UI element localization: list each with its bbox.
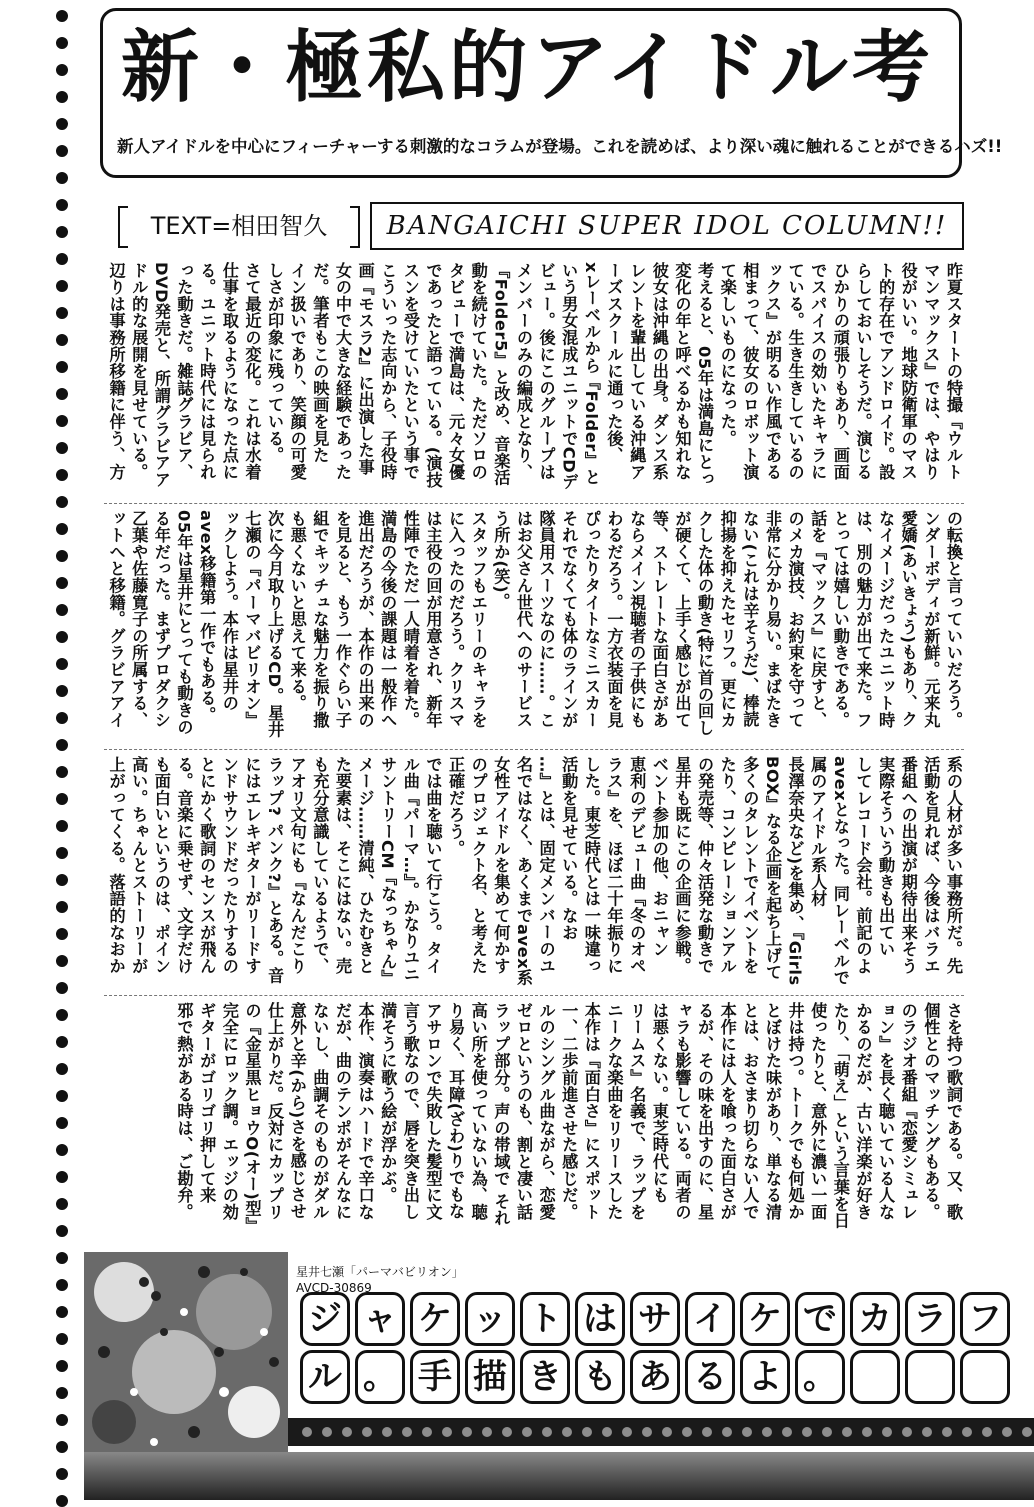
body-text-column: クした体の動き(特に首の回し — [695, 510, 715, 737]
body-text-column: 画『モスラ2』に出演した事 — [355, 262, 375, 476]
bar-dot — [802, 1427, 812, 1437]
binder-hole — [56, 1225, 68, 1237]
body-text-column: 系の人材が多い事務所だ。先 — [944, 756, 963, 975]
body-text-column: 正確だろう。 — [446, 756, 466, 857]
body-text-column: 満島の今後の課題は一般作へ — [378, 510, 398, 729]
body-text-column: ャラも影響している。両者の — [672, 1002, 692, 1221]
body-text-column: らしておいしそうだ。演じる — [853, 262, 873, 481]
banner-tile — [850, 1350, 900, 1404]
body-text-column: スタッフもエリーのキャラを — [468, 510, 488, 729]
body-text-column: リームス』名義で、ラップを — [627, 1002, 647, 1221]
binder-hole — [56, 1090, 68, 1102]
bar-dot — [1002, 1427, 1012, 1437]
binder-hole — [56, 388, 68, 400]
binder-hole — [56, 1171, 68, 1183]
body-text-column: て楽しいものになった。 — [717, 262, 737, 447]
body-text-column: だ。筆者もこの映画を見た — [310, 262, 330, 464]
bar-dot — [1022, 1427, 1032, 1437]
body-text-column: とぼけた味があり、単なる清 — [762, 1002, 782, 1221]
body-text-column: 相まって、彼女のロボット演 — [740, 262, 760, 481]
body-text-column: ンドサウンドだったりするの — [219, 756, 239, 975]
body-text-column: 抑揚を抑えたセリフ。更にカ — [717, 510, 737, 729]
bar-dot — [862, 1427, 872, 1437]
bar-dot — [482, 1427, 492, 1437]
body-text-column: 完全にロック調。エッジの効 — [219, 1002, 239, 1221]
binder-hole — [56, 91, 68, 103]
bar-dot — [782, 1427, 792, 1437]
body-text-column: 一、二歩前進させた感じだ。 — [559, 1002, 579, 1221]
body-text-column: ないし、曲調そのものがダル — [310, 1002, 330, 1221]
body-text-column: マンマックス』では、やはり — [921, 262, 941, 481]
body-text-column: は悪くない。東芝時代にも — [649, 1002, 669, 1204]
body-text-column: 仕事を取るようになった点に — [219, 262, 239, 481]
binder-hole — [56, 874, 68, 886]
body-text-column: 活動を見せている。なお — [559, 756, 579, 941]
bar-dot — [322, 1427, 332, 1437]
body-text-column: かるのだが、古い洋楽が好き — [853, 1002, 873, 1221]
body-text-column: ゼロというのも、割と凄い話 — [514, 1002, 533, 1221]
binder-hole — [56, 145, 68, 157]
body-text-column: スンを受けていたという事で — [400, 262, 420, 481]
body-text-column: 上がってくる。落語的なおか — [106, 756, 126, 975]
banner-tile: カ — [850, 1292, 900, 1346]
body-text-column: 本作には人を喰った面白さが — [717, 1002, 737, 1221]
body-text-column: 属のアイドル系人材 — [808, 756, 828, 908]
banner-tile: 手 — [410, 1350, 460, 1404]
body-text-column: アオリ文句にも『なんだこり — [287, 756, 307, 975]
body-text-column: の転換と言っていいだろう。 — [944, 510, 963, 729]
body-text-column: ギターがゴリゴリ押して来 — [197, 1002, 217, 1204]
body-text-column: 05年は星井にとっても動きの — [174, 510, 194, 736]
binder-hole — [56, 1495, 68, 1507]
banner-tile: よ — [740, 1350, 790, 1404]
body-text-column: …』とは、固定メンバーのユ — [536, 756, 556, 975]
body-text-column: でスパイスの効いたキャラに — [808, 262, 828, 481]
banner-tile: 描 — [465, 1350, 515, 1404]
banner-tile: で — [795, 1292, 845, 1346]
binder-hole — [56, 1468, 68, 1480]
body-text-column: ビュー。後にこのグループは — [536, 262, 556, 481]
binder-hole — [56, 1414, 68, 1426]
banner-tile: ッ — [465, 1292, 515, 1346]
body-text-column: 活動を見れば、今後はバラエ — [921, 756, 941, 975]
body-text-column: avexとなった。同レーベルで — [830, 756, 850, 987]
binder-hole — [56, 658, 68, 670]
binder-hole — [56, 604, 68, 616]
binder-hole — [56, 1279, 68, 1291]
body-text-column: さを持つ歌詞である。又、歌 — [944, 1002, 963, 1221]
body-text-column: 多くのタレントでイベントを — [740, 756, 760, 975]
binder-hole — [56, 523, 68, 535]
binder-hole — [56, 631, 68, 643]
binder-hole — [56, 793, 68, 805]
body-text-column: xレーベルから『Folder』と — [581, 262, 601, 486]
body-text-column: も悪くないと思えて来る。 — [287, 510, 307, 712]
body-text-column: 話を『マックス』に戻すと、 — [808, 510, 828, 729]
binder-hole — [56, 901, 68, 913]
body-text-column: を見ると、もう一作ぐらい子 — [332, 510, 352, 729]
body-text-column: ットへと移籍。グラビアアイ — [106, 510, 126, 729]
binder-hole — [56, 982, 68, 994]
body-text-column: アサロンで失敗した髪型に文 — [423, 1002, 443, 1221]
body-text-column: 組でキッチュな魅力を振り撒 — [310, 510, 330, 729]
body-text-column: ル曲『パーマ…』。かなりユニ — [400, 756, 420, 984]
bar-dot — [722, 1427, 732, 1437]
body-text-column: 本作、演奏はハードで辛口な — [355, 1002, 375, 1221]
bar-dot — [402, 1427, 412, 1437]
body-text-column: 等、ストレートな面白さがあ — [649, 510, 669, 729]
body-text-column: ベント参加の他、おニャン — [649, 756, 669, 958]
body-text-column: 長澤奈央など)を集め、『Girls — [785, 756, 805, 986]
banner-tile: ジ — [300, 1292, 350, 1346]
banner-tile — [960, 1350, 1010, 1404]
banner-tile: ケ — [410, 1292, 460, 1346]
body-text-column: 言う歌なので、唇を突き出し — [400, 1002, 420, 1221]
body-text-column: わるだろう。一方衣装面を見 — [604, 510, 624, 729]
body-text-column: 七瀬の『パーマバビリオン』 — [242, 510, 262, 729]
body-text-column: ニークな楽曲をリリースした — [604, 1002, 624, 1221]
body-text-column: の発売等、仲々活発な動きで — [695, 756, 715, 975]
binder-hole — [56, 1306, 68, 1318]
binder-hole — [56, 442, 68, 454]
bar-dot — [522, 1427, 532, 1437]
body-text-column: 女性アイドルを集めて何かす — [491, 756, 511, 975]
body-text-column: ンダーボディが新鮮。元来丸 — [921, 510, 941, 729]
bar-dot — [502, 1427, 512, 1437]
body-text-column: 次に今月取り上げるCD。星井 — [265, 510, 285, 739]
bottom-band — [84, 1452, 1034, 1500]
body-text-column: ならメイン視聴者の子供にも — [627, 510, 647, 729]
body-text-column: 仕上がりだ。反対にカップリ — [265, 1002, 285, 1221]
binder-hole — [56, 1009, 68, 1021]
body-text-column: 辺りは事務所移籍に伴う、方 — [106, 262, 126, 481]
decorative-dot-bar — [288, 1418, 1034, 1446]
banner-tile: フ — [960, 1292, 1010, 1346]
binder-hole — [56, 1360, 68, 1372]
banner-tile: る — [685, 1350, 735, 1404]
body-text-column: のラジオ番組『恋愛シミュレ — [898, 1002, 918, 1221]
bar-dot — [602, 1427, 612, 1437]
jacket-photo — [84, 1252, 288, 1452]
binder-hole — [56, 226, 68, 238]
binder-hole — [56, 1252, 68, 1264]
caption-catalog-number: AVCD-30869 — [296, 1281, 372, 1295]
banner-tile: ト — [520, 1292, 570, 1346]
body-text-column: る。ユニット時代には見られ — [197, 262, 217, 481]
banner-tile: ル — [300, 1350, 350, 1404]
banner-tile: ケ — [740, 1292, 790, 1346]
body-text-column: 性陣でただ一人晴着を着た。 — [400, 510, 420, 729]
body-text-column: た要素は、そこにはない。売 — [332, 756, 352, 975]
bar-dot — [422, 1427, 432, 1437]
body-text-column: メージ……清純、ひたむきと — [355, 756, 375, 975]
body-text-column: メンバーのみの編成となり、 — [514, 262, 533, 481]
binder-hole — [56, 1441, 68, 1453]
body-text-column: 隊員用スーツなのに……。こ — [536, 510, 556, 729]
bar-dot — [542, 1427, 552, 1437]
bar-dot — [902, 1427, 912, 1437]
body-text-column: 恵利のデビュー曲『冬のオペ — [627, 756, 647, 975]
body-text-column: 彼女は沖縄の出身。ダンス系 — [649, 262, 669, 481]
body-text-column: ーズスクールに通った後、 — [604, 262, 624, 464]
body-text-column: も充分意識しているようで、 — [310, 756, 330, 975]
bar-dot — [942, 1427, 952, 1437]
body-text-column: なイメージだったユニット時 — [876, 510, 896, 729]
body-text-column: こういった志向から、子役時 — [378, 262, 398, 481]
bar-dot — [562, 1427, 572, 1437]
banner-tile: 。 — [355, 1350, 405, 1404]
body-text-column: DVD発売と、所謂グラビアア — [151, 262, 171, 489]
body-text-column: とっては嬉しい動きである。 — [830, 510, 850, 729]
column-name: BANGAICHI SUPER IDOL COLUMN!! — [370, 202, 964, 250]
banner-tile: あ — [630, 1350, 680, 1404]
bar-dot — [662, 1427, 672, 1437]
body-text-column: いう男女混成ユニットでCDデ — [559, 262, 579, 491]
body-text-column: とにかく歌詞のセンスが飛ん — [197, 756, 217, 975]
binder-hole — [56, 118, 68, 130]
body-text-column: った動きだ。雑誌グラビア、 — [174, 262, 194, 481]
body-text-column: ラップ部分。声の帯域で それ — [491, 1002, 511, 1227]
body-text-column: ックス』が明るい作風である — [762, 262, 782, 481]
body-text-column: ぴったりタイトなミニスカー — [581, 510, 601, 729]
binder-hole — [56, 577, 68, 589]
body-text-column: 邪で熱がある時は、ご勘弁。 — [174, 1002, 194, 1221]
bar-dot — [462, 1427, 472, 1437]
banner-row-2 — [300, 1350, 1020, 1410]
body-text-column: だが、曲のテンポがそんなに — [332, 1002, 352, 1221]
bar-dot — [582, 1427, 592, 1437]
body-text-column: ラス』を、ほぼ二十年振りに — [604, 756, 624, 975]
body-text-column: 非常に分かり易い。まばたき — [762, 510, 782, 729]
bar-dot — [342, 1427, 352, 1437]
binder-hole — [56, 64, 68, 76]
binder-hole — [56, 1036, 68, 1048]
body-text-column: ラップ? パンク?』とある。音 — [265, 756, 285, 984]
binder-hole — [56, 1144, 68, 1156]
body-text-column: 変化の年と呼べるかも知れな — [672, 262, 692, 481]
body-text-column: る年だった。まずプロダクシ — [151, 510, 171, 729]
bar-dot — [642, 1427, 652, 1437]
banner-tile: イ — [685, 1292, 735, 1346]
bar-dot — [302, 1427, 312, 1437]
body-text-column: それでなくても体のラインが — [559, 510, 579, 729]
body-text-column: のプロジェクト名、と考えた — [468, 756, 488, 975]
body-text-column: 『Folder5』と改め、音楽活 — [491, 262, 511, 487]
bar-dot — [622, 1427, 632, 1437]
banner-tile: 。 — [795, 1350, 845, 1404]
body-text-column: 満そうに歌う絵が浮かぶ。 — [378, 1002, 398, 1204]
body-text-column: 高い所を使っていない為、聴 — [468, 1002, 488, 1221]
body-text-column: ト的存在でアンドロイド。設 — [876, 262, 896, 481]
body-text-column: ョン』を長く聴いている人な — [876, 1002, 896, 1221]
body-text-column: 使ったりと、意外に濃い一面 — [808, 1002, 828, 1221]
binder-hole — [56, 334, 68, 346]
body-text-column: してレコード会社。前記のよ — [853, 756, 873, 975]
jacket-photo-image — [84, 1252, 288, 1452]
body-text-column: る。音楽に乗せず、文字だけ — [174, 756, 194, 975]
binder-hole — [56, 280, 68, 292]
body-text-column: は、別の魅力が出て来た。フ — [853, 510, 873, 729]
body-text-column: avex移籍第一作でもある。 — [197, 510, 217, 724]
body-text-column: 個性とのマッチングもある。 — [921, 1002, 941, 1221]
binder-hole — [56, 550, 68, 562]
body-text-column: しさが印象に残っている。 — [265, 262, 285, 464]
body-row-3 — [104, 756, 964, 988]
body-text-column: たり、コンピレーションアル — [717, 756, 737, 975]
bar-dot — [822, 1427, 832, 1437]
bar-dot — [922, 1427, 932, 1437]
body-text-column: とは、おさまり切らない人で — [740, 1002, 760, 1221]
body-text-column: 役がいい。地球防衛軍のマス — [898, 262, 918, 481]
binder-hole — [56, 10, 68, 22]
body-text-column: イン扱いであり、笑顔の可愛 — [287, 262, 307, 481]
body-text-column: 女の中で大きな経験であった — [332, 262, 352, 481]
body-row-1 — [104, 262, 964, 494]
body-text-column: はお父さん世代へのサービス — [514, 510, 533, 729]
body-text-column: 進出だろうが、本作の出来の — [355, 510, 375, 729]
row-divider — [104, 995, 964, 996]
binder-hole — [56, 1387, 68, 1399]
body-text-column: 実際そういう動きも出てい — [876, 756, 896, 958]
body-text-column: 本作は『面白さ』にスポット — [581, 1002, 601, 1221]
banner-tile: は — [575, 1292, 625, 1346]
byline: TEXT=相田智久 — [118, 204, 360, 248]
binder-hole — [56, 1198, 68, 1210]
binder-hole — [56, 928, 68, 940]
body-text-column: も面白いというのは、ポイン — [151, 756, 171, 975]
body-text-column: さて最近の変化。これは水着 — [242, 262, 262, 481]
body-text-column: 名ではなく、あくまでavex系 — [514, 756, 533, 987]
bar-dot — [742, 1427, 752, 1437]
row-divider — [104, 503, 964, 504]
body-text-column: ない(これは辛そうだ)、棒読 — [740, 510, 760, 728]
body-text-column: 井は持つ。トークでも何処か — [785, 1002, 805, 1221]
body-text-column: 星井も既にこの企画に参戦。 — [672, 756, 692, 975]
bar-dot — [982, 1427, 992, 1437]
binder-hole — [56, 766, 68, 778]
body-text-column: 高い。ちゃんとストーリーが — [129, 756, 149, 975]
body-text-column: サントリーCM『なっちゃん』 — [378, 756, 398, 987]
binder-hole — [56, 172, 68, 184]
body-row-4 — [104, 1002, 964, 1234]
body-text-column: り易く、耳障(ざわ)りでもな — [446, 1002, 466, 1220]
banner-tile: サ — [630, 1292, 680, 1346]
body-text-column: 番組への出演が期待出来そう — [898, 756, 918, 975]
header-box — [100, 8, 1003, 178]
row-divider — [104, 749, 964, 750]
bar-dot — [962, 1427, 972, 1437]
bar-dot — [882, 1427, 892, 1437]
body-text-column: が硬くて、上手く感じが出て — [672, 510, 692, 729]
binder-hole — [56, 469, 68, 481]
body-text-column: ひかりの頑張りもあり、画面 — [830, 262, 850, 481]
bar-dot — [842, 1427, 852, 1437]
page-subtitle: 新人アイドルを中心にフィーチャーする刺激的なコラムが登場。これを読めば、より深い魂に触れることができるハズ!! — [117, 137, 1003, 156]
banner-tile: ャ — [355, 1292, 405, 1346]
binder-hole — [56, 253, 68, 265]
binder-hole — [56, 307, 68, 319]
body-text-column: した。東芝時代とは一味違っ — [581, 756, 601, 975]
body-text-column: う所か(笑)。 — [491, 510, 511, 610]
body-text-column: 昨夏スタートの特撮『ウルト — [944, 262, 963, 481]
bar-dot — [762, 1427, 772, 1437]
body-text-column: は主役の回が用意され、新年 — [423, 510, 443, 729]
body-text-column: であったと語っている。(演技 — [423, 262, 443, 489]
bar-dot — [682, 1427, 692, 1437]
binder-hole — [56, 496, 68, 508]
bar-dot — [702, 1427, 712, 1437]
body-text-column: ルのシングル曲ながら、恋愛 — [536, 1002, 556, 1221]
body-text-column: レントを輩出している沖縄ア — [627, 262, 647, 481]
binder-hole — [56, 1333, 68, 1345]
body-text-column: のメカ演技、お約束を守って — [785, 510, 805, 729]
body-text-column: 意外と辛(から)さを感じさせ — [287, 1002, 307, 1220]
body-text-column: では曲を聴いて行こう。タイ — [423, 756, 443, 975]
banner-row-1 — [300, 1292, 1020, 1352]
binder-hole — [56, 955, 68, 967]
body-text-column: るが、その味を出すのに、星 — [695, 1002, 715, 1221]
body-text-column: に入ったのだろう。クリスマ — [446, 510, 466, 729]
binder-hole — [56, 199, 68, 211]
binder-hole — [56, 415, 68, 427]
body-text-column: 乙葉や佐藤寛子の所属する、 — [129, 510, 149, 729]
caption-title: 星井七瀬「パーマバビリオン」 — [296, 1265, 464, 1279]
binder-hole — [56, 361, 68, 373]
banner-tile: ラ — [905, 1292, 955, 1346]
binder-hole — [56, 739, 68, 751]
binder-hole — [56, 847, 68, 859]
binder-hole — [56, 1117, 68, 1129]
binder-hole — [56, 685, 68, 697]
page-title: 新・極私的アイドル考 — [121, 23, 934, 113]
binder-holes — [0, 0, 80, 1500]
binder-hole — [56, 712, 68, 724]
bar-dot — [442, 1427, 452, 1437]
binder-hole — [56, 820, 68, 832]
body-text-column: にはエレキギターがリードす — [242, 756, 262, 975]
binder-hole — [56, 1063, 68, 1075]
binder-hole — [56, 37, 68, 49]
bar-dot — [362, 1427, 372, 1437]
banner-tile — [905, 1350, 955, 1404]
bar-dot — [382, 1427, 392, 1437]
body-text-column: 考えると、05年は満島にとっ — [695, 262, 715, 488]
body-text-column: 愛嬌(あいきょう)もあり、ク — [898, 510, 918, 728]
body-text-column: ている。生き生きしているの — [785, 262, 805, 481]
banner-tile: も — [575, 1350, 625, 1404]
body-text-column: たり、「萌え」という言葉を日 — [830, 1002, 850, 1230]
banner-tile: き — [520, 1350, 570, 1404]
body-text-column: ックしよう。本作は星井の — [219, 510, 239, 712]
body-text-column: ドル的な展開を見せている。 — [129, 262, 149, 481]
body-text-column: 動を続けていた。ただソロの — [468, 262, 488, 481]
body-text-column: の『金星黒ヒョウO(オー)型』 — [242, 1002, 262, 1234]
body-text-column: BOX』なる企画を起ち上げて — [762, 756, 782, 981]
body-row-2 — [104, 510, 964, 742]
body-text-column: タビューで満島は、元々女優 — [446, 262, 466, 481]
